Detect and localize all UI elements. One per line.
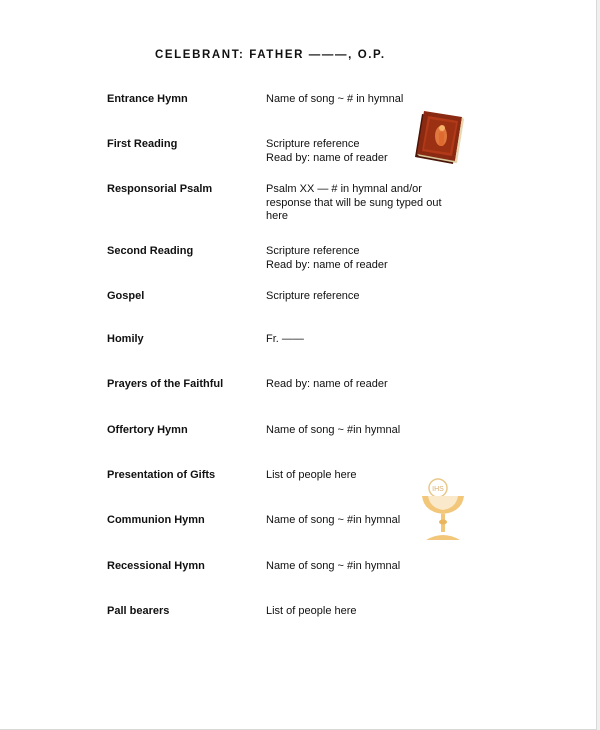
row-detail (266, 93, 451, 107)
detail-line: List of people here (266, 469, 357, 481)
detail-line: Name of song ~ # in hymnal (266, 93, 404, 105)
row-label: Communion Hymn (107, 514, 205, 526)
row-detail (266, 333, 451, 347)
detail-line: Name of song ~ #in hymnal (266, 560, 401, 572)
row-label: Offertory Hymn (107, 424, 188, 436)
bible-icon (410, 107, 466, 167)
row-detail (266, 245, 451, 272)
row-detail (266, 378, 451, 392)
row-detail (266, 560, 451, 574)
detail-line: Read by: name of reader (266, 378, 388, 390)
row-label: Second Reading (107, 245, 194, 257)
row-label: First Reading (107, 138, 178, 150)
svg-text:IHS: IHS (432, 486, 444, 493)
detail-line: List of people here (266, 605, 357, 617)
row-label: Gospel (107, 290, 145, 302)
row-detail (266, 605, 451, 619)
detail-line: here (266, 210, 289, 222)
row-detail (266, 424, 451, 438)
detail-line: Name of song ~ #in hymnal (266, 424, 401, 436)
detail-line: Name of song ~ #in hymnal (266, 514, 401, 526)
row-label: Entrance Hymn (107, 93, 188, 105)
row-label: Presentation of Gifts (107, 469, 216, 481)
detail-line: response that will be sung typed out (266, 196, 442, 209)
row-label: Prayers of the Faithful (107, 378, 224, 390)
row-label: Responsorial Psalm (107, 183, 213, 195)
detail-line: Psalm XX — # in hymnal and/or (266, 183, 422, 195)
detail-line: Scripture reference (266, 245, 360, 257)
row-label: Pall bearers (107, 605, 170, 617)
row-detail (266, 183, 451, 224)
detail-line: Read by: name of reader (266, 151, 388, 164)
row-detail (266, 290, 451, 304)
detail-line: Scripture reference (266, 290, 360, 302)
row-label: Recessional Hymn (107, 560, 205, 572)
celebrant-heading: CELEBRANT: FATHER ———, O.P. (155, 49, 386, 61)
detail-line: Scripture reference (266, 138, 360, 150)
row-label: Homily (107, 333, 144, 345)
chalice-icon (418, 476, 468, 544)
detail-line: Fr. —— (266, 333, 304, 345)
detail-line: Read by: name of reader (266, 258, 388, 271)
